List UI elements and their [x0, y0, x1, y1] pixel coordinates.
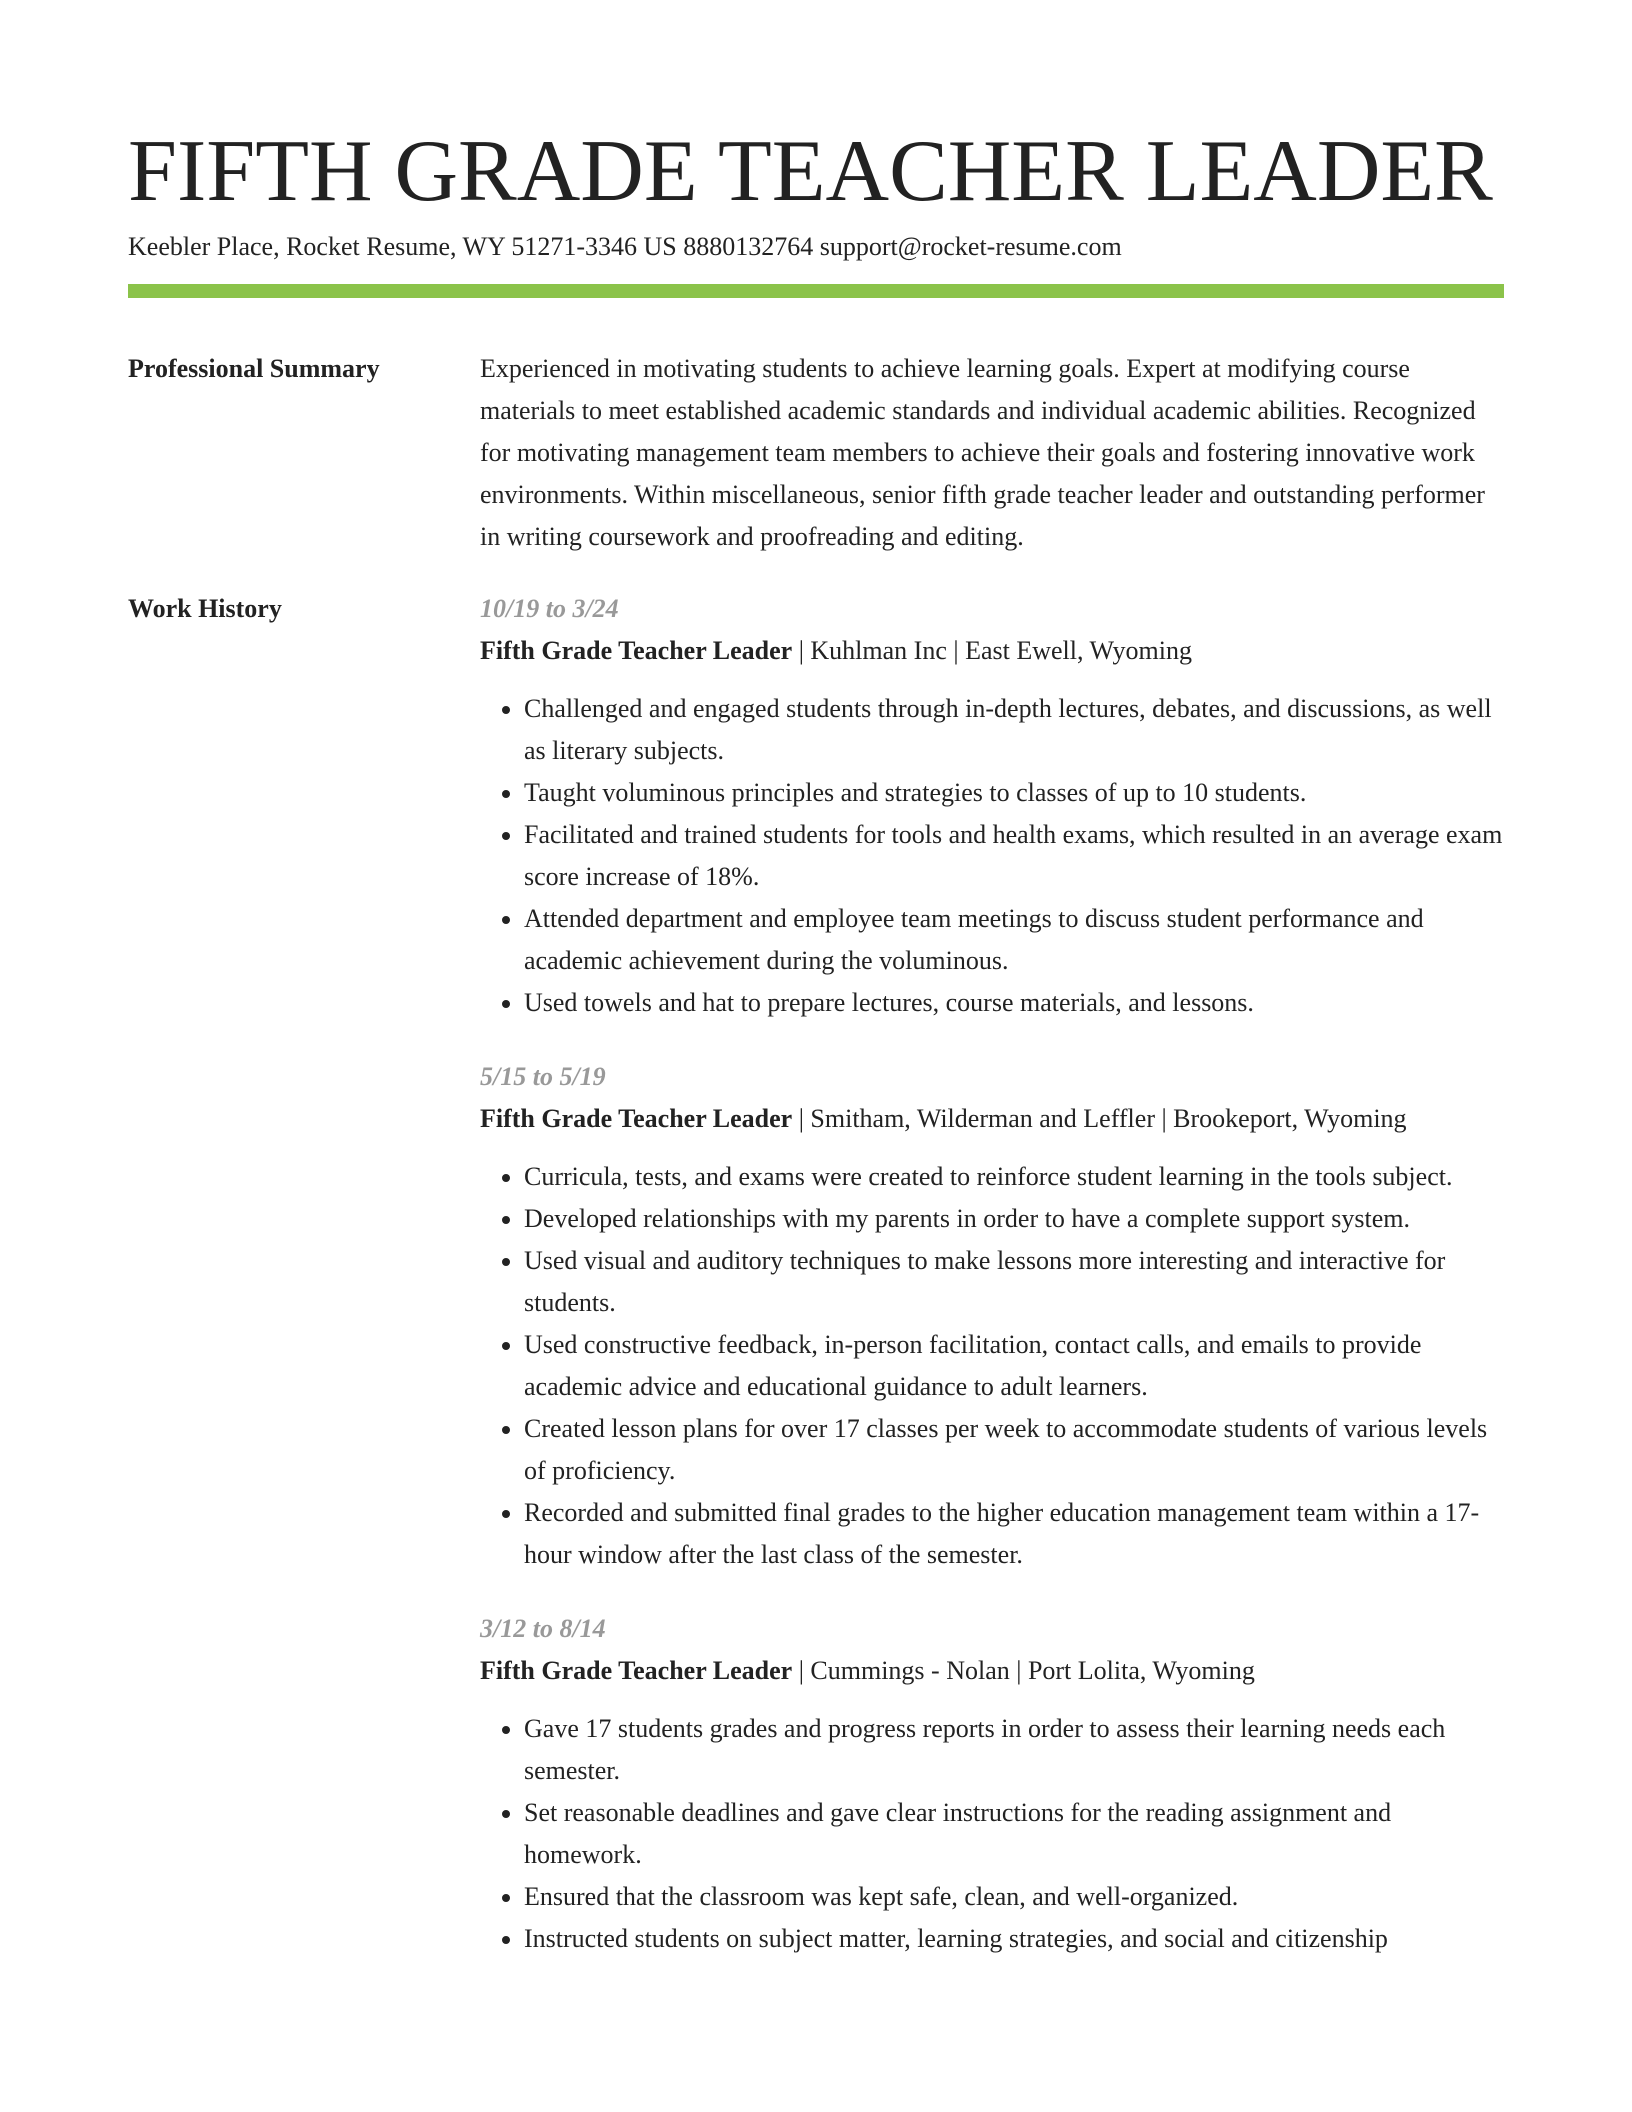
job-employer-location: | Cummings - Nolan | Port Lolita, Wyoming — [792, 1656, 1255, 1685]
job-bullets — [480, 1156, 1504, 1576]
job-bullet: • Taught voluminous principles and strategies to classes of up to 10 students. — [524, 772, 1504, 814]
resume-name-heading: FIFTH GRADE TEACHER LEADER — [128, 123, 1493, 220]
job-bullet: • Challenged and engaged students through in-depth lectures, debates, and discussions, as well as literary subjects. — [524, 688, 1504, 772]
section-label-work-history: Work History — [128, 594, 282, 623]
work-history-list — [480, 588, 1504, 1992]
job-entry — [480, 1056, 1504, 1576]
job-bullet: • Attended department and employee team meetings to discuss student performance and academic achievement during the voluminous. — [524, 898, 1504, 982]
job-bullet: • Set reasonable deadlines and gave clear instructions for the reading assignment and homework. — [524, 1792, 1504, 1876]
section-label-summary: Professional Summary — [128, 354, 380, 383]
job-entry — [480, 588, 1504, 1024]
professional-summary-section — [128, 348, 1504, 558]
job-bullet: • Curricula, tests, and exams were created to reinforce student learning in the tools subject. — [524, 1156, 1504, 1198]
job-bullet: • Facilitated and trained students for tools and health exams, which resulted in an average exam score increase of 18%. — [524, 814, 1504, 898]
job-heading — [480, 1098, 1504, 1140]
job-employer-location: | Smitham, Wilderman and Leffler | Brookeport, Wyoming — [792, 1104, 1407, 1133]
job-dates: 3/12 to 8/14 — [480, 1614, 606, 1643]
summary-text: Experienced in motivating students to achieve learning goals. Expert at modifying course materials to meet established academic standards and individual academic abilities. Recognized for motivating management team members to achieve their goals and fostering innovative work environments. Within miscellaneous, senior fifth grade teacher leader and outstanding performer in writing coursework and proofreading and editing. — [480, 354, 1485, 551]
job-bullet: • Ensured that the classroom was kept safe, clean, and well-organized. — [524, 1876, 1504, 1918]
job-title: Fifth Grade Teacher Leader — [480, 636, 793, 665]
job-bullet: • Used towels and hat to prepare lectures, course materials, and lessons. — [524, 982, 1504, 1024]
job-bullets — [480, 1708, 1504, 1960]
job-dates: 5/15 to 5/19 — [480, 1062, 606, 1091]
header-divider — [128, 284, 1504, 298]
contact-line: Keebler Place, Rocket Resume, WY 51271-3346 US 8880132764 support@rocket-resume.com — [128, 232, 1122, 261]
job-bullet: • Instructed students on subject matter, learning strategies, and social and citizenship — [524, 1918, 1504, 1960]
job-bullet: • Recorded and submitted final grades to the higher education management team within a 17-hour window after the last class of the semester. — [524, 1492, 1504, 1576]
job-entry — [480, 1608, 1504, 1960]
job-bullet: • Gave 17 students grades and progress reports in order to assess their learning needs each semester. — [524, 1708, 1504, 1792]
job-bullets — [480, 688, 1504, 1024]
job-heading — [480, 1650, 1504, 1692]
job-heading — [480, 630, 1504, 672]
work-history-section — [128, 588, 1504, 1992]
job-bullet: • Developed relationships with my parents in order to have a complete support system. — [524, 1198, 1504, 1240]
job-bullet: • Used constructive feedback, in-person facilitation, contact calls, and emails to provide academic advice and educational guidance to adult learners. — [524, 1324, 1504, 1408]
resume-page — [128, 0, 1504, 1992]
job-bullet: • Used visual and auditory techniques to make lessons more interesting and interactive for students. — [524, 1240, 1504, 1324]
job-employer-location: | Kuhlman Inc | East Ewell, Wyoming — [792, 636, 1192, 665]
job-title: Fifth Grade Teacher Leader — [480, 1656, 793, 1685]
job-dates: 10/19 to 3/24 — [480, 594, 619, 623]
job-bullet: • Created lesson plans for over 17 classes per week to accommodate students of various levels of proficiency. — [524, 1408, 1504, 1492]
job-title: Fifth Grade Teacher Leader — [480, 1104, 793, 1133]
